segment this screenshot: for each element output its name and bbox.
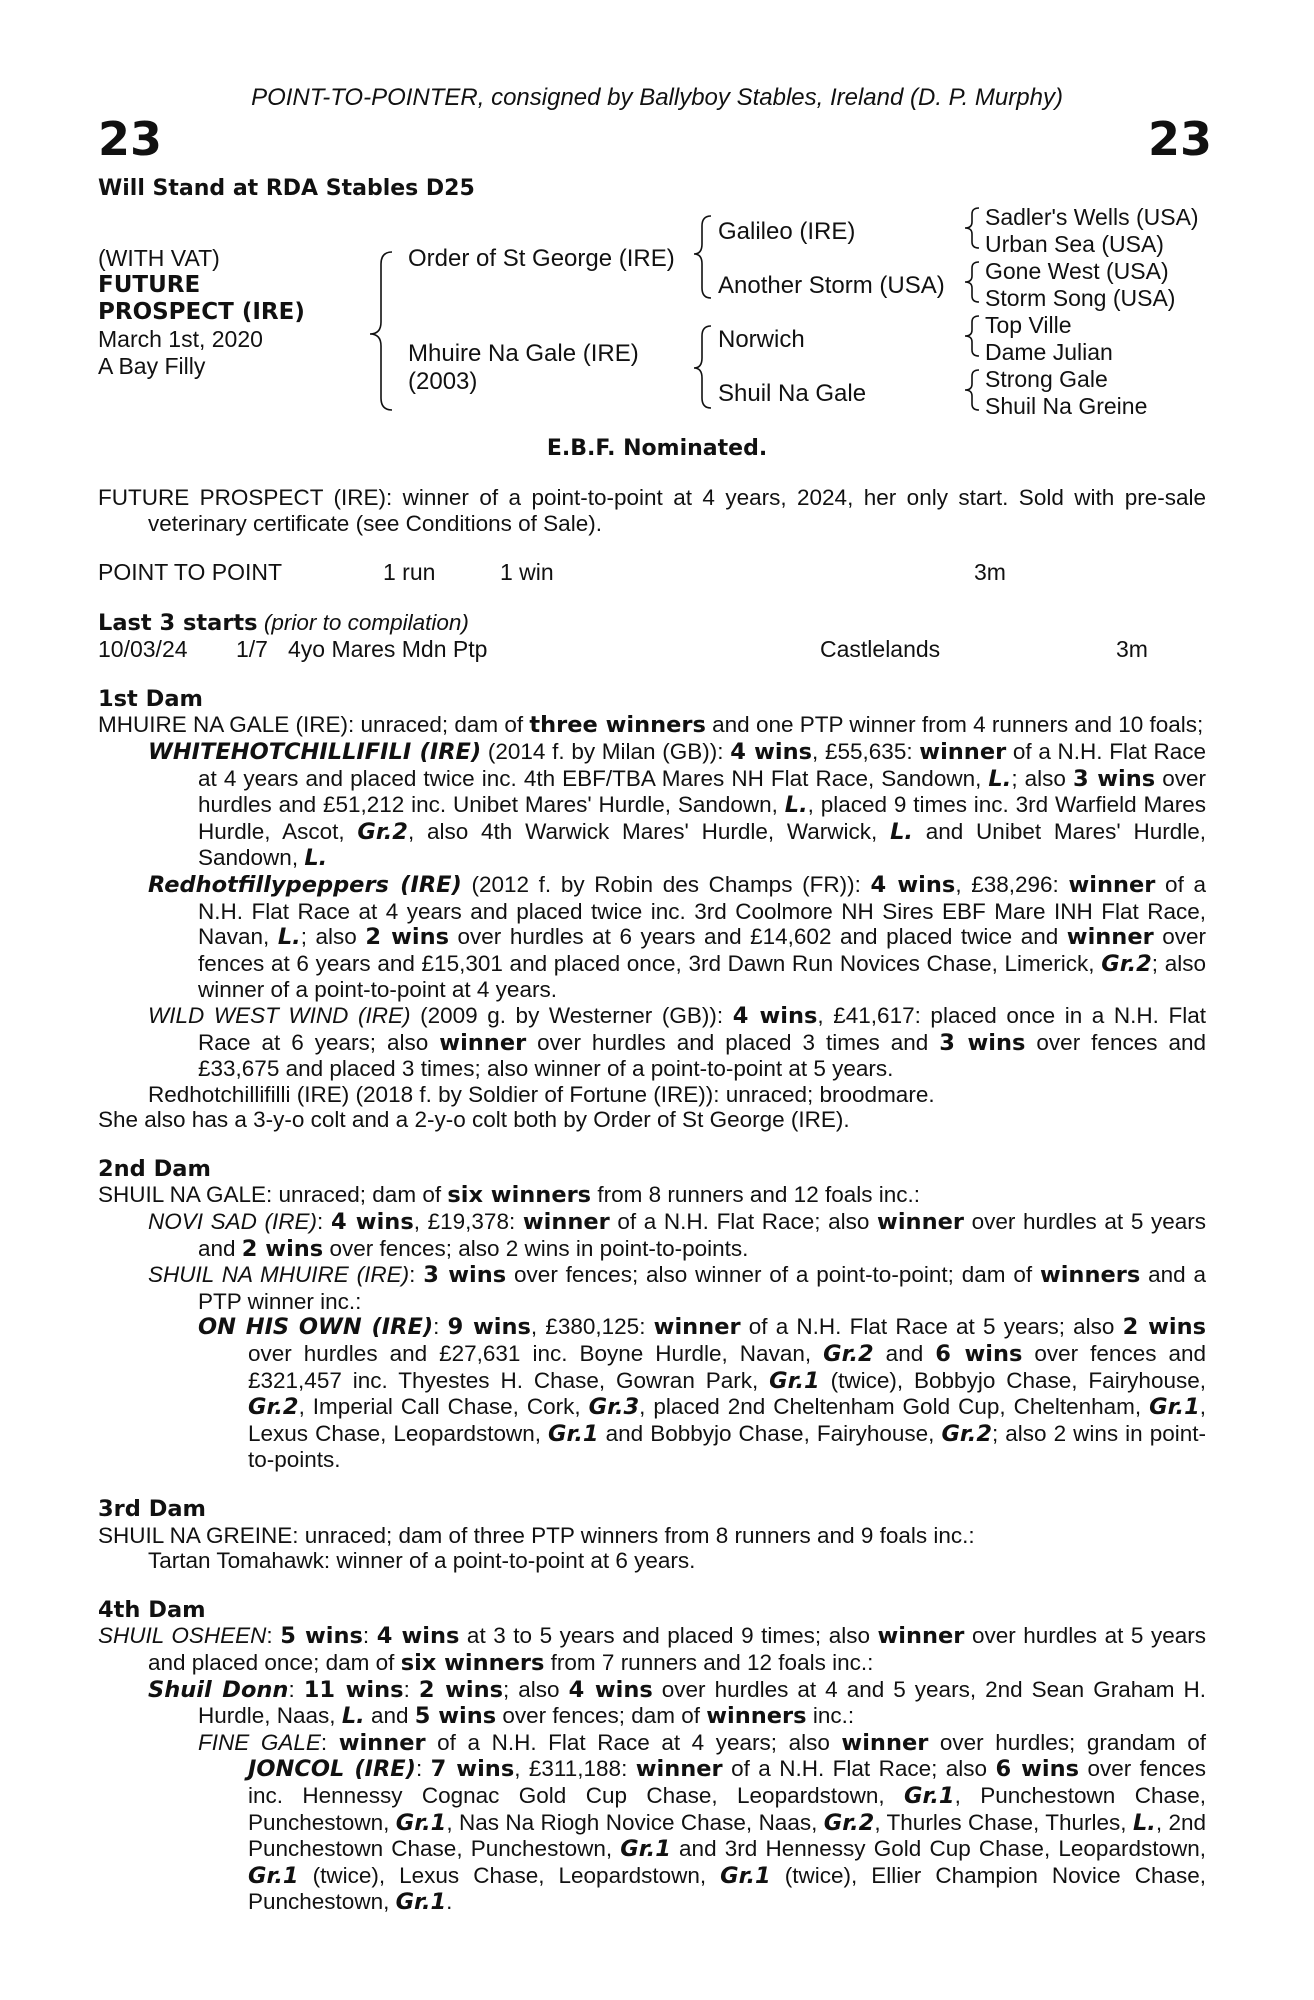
stand-location: Will Stand at RDA Stables D25: [98, 176, 475, 201]
dam2-grandproduce-1: ON HIS OWN (IRE): 9 wins, £380,125: winner of a N.H. Flat Race at 5 years; also 2 wins over hurdles and £27,631 inc. Boyne Hurdle, Navan, Gr.2 and 6 wins over fences and £321,457 inc. Thyestes H. Chase, Gowran Park, Gr.1 (twice), Bobbyjo Chase, Fairyhouse, Gr.2, Imperial Call Chase, Cork, Gr.3, placed 2nd Cheltenham Gold Cup, Cheltenham, Gr.1, Lexus Chase, Leopardstown, Gr.1 and Bobbyjo Chase, Fairyhouse, Gr.2; also 2 wins in point-to-points.: [198, 1314, 1207, 1473]
ped-g3-2: Urban Sea (USA): [985, 231, 1164, 257]
dam2-produce-1: NOVI SAD (IRE): 4 wins, £19,378: winner of a N.H. Flat Race; also winner over hurdles at 5 years and 2 wins over fences; also 2 wins in point-to-points.: [148, 1209, 1206, 1262]
record-wins: 1 win: [500, 559, 554, 586]
dam-dam: Shuil Na Gale: [718, 380, 867, 407]
start-row: [98, 637, 1206, 663]
foaling-date: March 1st, 2020: [98, 326, 263, 352]
first-dam-intro: MHUIRE NA GALE (IRE): unraced; dam of three winners and one PTP winner from 4 runners and 10 foals;: [98, 712, 1204, 739]
first-dam-heading: 1st Dam: [98, 685, 203, 712]
horse-name-line2: PROSPECT (IRE): [98, 299, 305, 325]
ped-g3-8: Shuil Na Greine: [985, 393, 1148, 419]
vat-note: (WITH VAT): [98, 245, 220, 271]
dam1-produce-3: WILD WEST WIND (IRE) (2009 g. by Westerner (GB)): 4 wins, £41,617: placed once in a N.H. Flat Race at 6 years; also winner over hurdles and placed 3 times and 3 wins over fences and £33,675 and placed 3 times; also winner of a point-to-point at 5 years.: [148, 1002, 1206, 1082]
ped-g3-1: Sadler's Wells (USA): [985, 204, 1199, 230]
start-position: 1/7: [236, 635, 268, 662]
race-record-row: [98, 560, 1206, 586]
sire-dam: Another Storm (USA): [718, 272, 945, 299]
fourth-dam-heading: 4th Dam: [98, 1596, 206, 1623]
dam: Mhuire Na Gale (IRE): [408, 340, 639, 367]
ped-g3-3: Gone West (USA): [985, 258, 1169, 284]
ped-g3-4: Storm Song (USA): [985, 285, 1176, 311]
sire: Order of St George (IRE): [408, 245, 675, 272]
dam-sire: Norwich: [718, 326, 805, 353]
fourth-dam-intro: SHUIL OSHEEN: 5 wins: 4 wins at 3 to 5 years and placed 9 times; also winner over hurdles at 5 years and placed once; dam of six winners from 7 runners and 12 foals inc.:: [98, 1623, 1206, 1676]
last-starts-heading: Last 3 starts (prior to compilation): [98, 610, 469, 637]
lot-number-right: 23: [1148, 112, 1213, 166]
dam2-produce-2: SHUIL NA MHUIRE (IRE): 3 wins over fences; also winner of a point-to-point; dam of winners and a PTP winner inc.:: [148, 1262, 1206, 1314]
consignor-header: POINT-TO-POINTER, consigned by Ballyboy Stables, Ireland (D. P. Murphy): [251, 84, 1063, 111]
summary-text: FUTURE PROSPECT (IRE): winner of a point-to-point at 4 years, 2024, her only start. Sold with pre-sale veterinary certificate (see Conditions of Sale).: [98, 485, 1206, 536]
start-date: 10/03/24: [98, 635, 188, 662]
dam-foaling-year: (2003): [408, 368, 478, 395]
horse-description: A Bay Filly: [98, 353, 206, 379]
record-label: POINT TO POINT: [98, 559, 283, 586]
catalogue-body: [98, 485, 1206, 1916]
start-race: 4yo Mares Mdn Ptp: [288, 635, 488, 662]
dam4-grandproduce-1: FINE GALE: winner of a N.H. Flat Race at 4 years; also winner over hurdles; grandam of JONCOL (IRE): 7 wins, £311,188: winner of a N.H. Flat Race; also 6 wins over fences inc. Hennessy Cognac Gold Cup Chase, Leopardstown, Gr.1, Punchestown Chase, Punchestown, Gr.1, Nas Na Riogh Novice Chase, Naas, Gr.2, Thurles Chase, Thurles, L., 2nd Punchestown Chase, Punchestown, Gr.1 and 3rd Hennessy Gold Cup Chase, Leopardstown, Gr.1 (twice), Lexus Chase, Leopardstown, Gr.1 (twice), Ellier Champion Novice Chase, Punchestown, Gr.1.: [198, 1729, 1207, 1916]
dam1-produce-1: WHITEHOTCHILLIFILI (IRE) (2014 f. by Milan (GB)): 4 wins, £55,635: winner of a N.H. Flat Race at 4 years and placed twice inc. 4th EBF/TBA Mares NH Flat Race, Sandown, L.; also 3 wins over hurdles and £51,212 inc. Unibet Mares' Hurdle, Sandown, L., placed 9 times inc. 3rd Warfield Mares Hurdle, Ascot, Gr.2, also 4th Warwick Mares' Hurdle, Warwick, L. and Unibet Mares' Hurdle, Sandown, L.: [148, 738, 1207, 872]
dam1-produce-4: Redhotchillifilli (IRE) (2018 f. by Soldier of Fortune (IRE)): unraced; broodmare.: [148, 1081, 935, 1107]
horse-name-line1: FUTURE: [98, 272, 201, 298]
third-dam-intro: SHUIL NA GREINE: unraced; dam of three PTP winners from 8 runners and 9 foals inc.:: [98, 1522, 975, 1548]
second-dam-intro: SHUIL NA GALE: unraced; dam of six winners from 8 runners and 12 foals inc.:: [98, 1182, 920, 1209]
dam3-produce-1: Tartan Tomahawk: winner of a point-to-point at 6 years.: [148, 1548, 696, 1574]
record-distance: 3m: [974, 559, 1006, 586]
start-distance: 3m: [1116, 635, 1148, 662]
record-runs: 1 run: [383, 559, 436, 586]
dam1-produce-2: Redhotfillypeppers (IRE) (2012 f. by Robin des Champs (FR)): 4 wins, £38,296: winner of a N.H. Flat Race at 4 years and placed twice inc. 3rd Coolmore NH Sires EBF Mare INH Flat Race, Navan, L.; also 2 wins over hurdles at 6 years and £14,602 and placed twice and winner over fences at 6 years and £15,301 and placed once, 3rd Dawn Run Novices Chase, Limerick, Gr.2; also winner of a point-to-point at 4 years.: [148, 871, 1207, 1003]
start-course: Castlelands: [820, 635, 941, 662]
ped-g3-6: Dame Julian: [985, 339, 1113, 365]
dam4-produce-1: Shuil Donn: 11 wins: 2 wins; also 4 wins over hurdles at 4 and 5 years, 2nd Sean Graham H. Hurdle, Naas, L. and 5 wins over fences; dam of winners inc.:: [148, 1676, 1207, 1730]
sire-sire: Galileo (IRE): [718, 218, 856, 245]
dam1-note: She also has a 3-y-o colt and a 2-y-o colt both by Order of St George (IRE).: [98, 1107, 850, 1133]
lot-number-left: 23: [98, 112, 163, 166]
ped-g3-5: Top Ville: [985, 312, 1072, 338]
ebf-nomination: E.B.F. Nominated.: [546, 436, 768, 461]
second-dam-heading: 2nd Dam: [98, 1155, 211, 1182]
ped-g3-7: Strong Gale: [985, 366, 1108, 392]
third-dam-heading: 3rd Dam: [98, 1496, 206, 1522]
